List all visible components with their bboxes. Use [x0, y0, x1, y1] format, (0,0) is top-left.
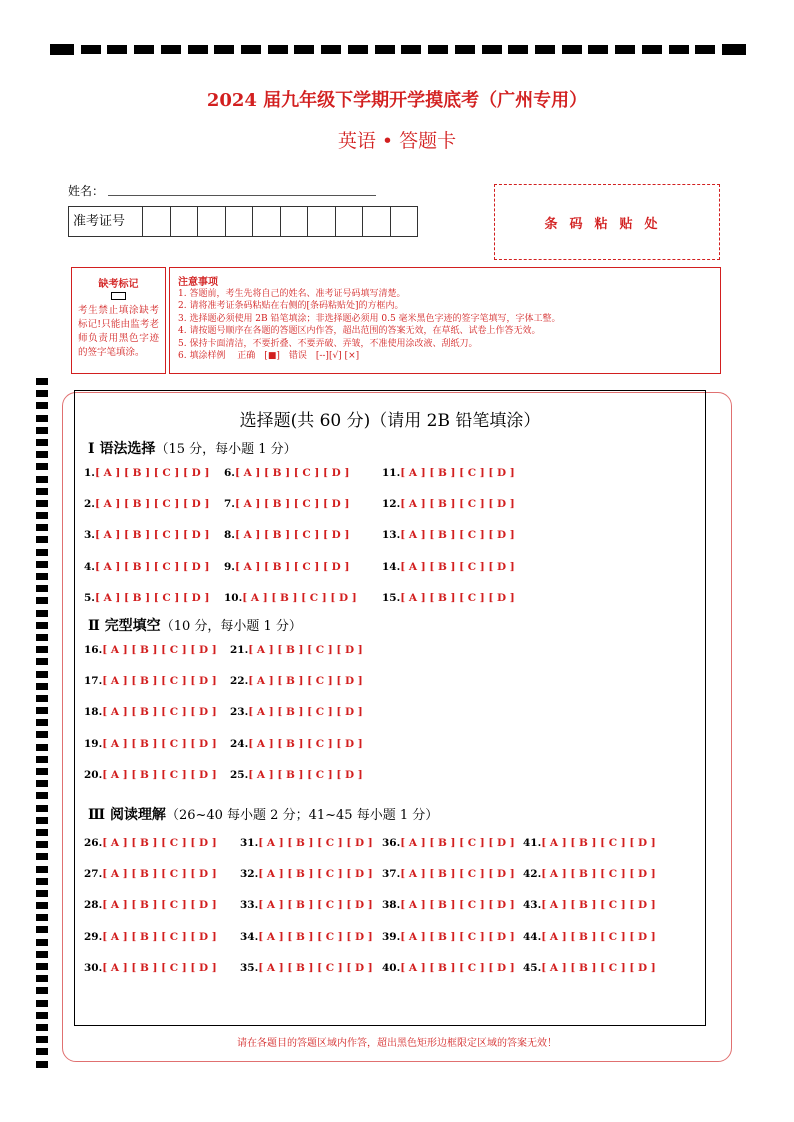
- timing-mark: [669, 45, 689, 54]
- timing-mark: [81, 45, 101, 54]
- timing-mark: [36, 634, 48, 641]
- question-item[interactable]: [382, 561, 515, 573]
- side-timing-marks: [36, 378, 48, 1073]
- timing-mark: [36, 853, 48, 860]
- timing-mark: [36, 829, 48, 836]
- question-number: 28.: [84, 899, 103, 912]
- question-number: 5.: [84, 591, 95, 604]
- question-number: 38.: [382, 899, 401, 912]
- answer-bubbles[interactable]: [ A ] [ B ] [ C ] [ D ]: [102, 837, 217, 849]
- question-item[interactable]: [382, 899, 515, 911]
- question-number: 19.: [84, 737, 103, 750]
- instructions-box: [169, 267, 721, 374]
- question-item[interactable]: [84, 868, 217, 880]
- timing-mark: [36, 402, 48, 409]
- answer-bubbles[interactable]: [ A ] [ B ] [ C ] [ D ]: [400, 930, 515, 943]
- answer-bubbles[interactable]: [ A ] [ B ] [ C ] [ D ]: [102, 868, 217, 881]
- answer-bubbles[interactable]: [ A ] [ B ] [ C ] [ D ]: [102, 768, 217, 781]
- question-item[interactable]: [224, 529, 349, 541]
- question-item[interactable]: [84, 561, 209, 573]
- timing-mark: [401, 45, 421, 54]
- timing-mark: [134, 45, 154, 54]
- answer-bubbles[interactable]: [ A ] [ B ] [ C ] [ D ]: [94, 529, 210, 542]
- answer-bubbles[interactable]: [ A ] [ B ] [ C ] [ D ]: [400, 498, 515, 511]
- answer-bubbles[interactable]: [ A ] [ B ] [ C ] [ D ]: [541, 899, 656, 912]
- question-item[interactable]: [382, 837, 515, 849]
- question-number: 12.: [382, 498, 401, 511]
- question-item[interactable]: [240, 837, 373, 849]
- question-item[interactable]: [240, 899, 373, 911]
- answer-bubbles[interactable]: [ A ] [ B ] [ C ] [ D ]: [258, 930, 373, 943]
- timing-mark: [36, 622, 48, 629]
- exam-number-cell[interactable]: [253, 207, 281, 236]
- question-number: 41.: [523, 837, 542, 849]
- question-item[interactable]: [240, 868, 373, 880]
- timing-mark: [36, 476, 48, 483]
- question-number: 27.: [84, 868, 103, 881]
- timing-mark: [321, 45, 341, 54]
- question-number: 18.: [84, 706, 103, 719]
- answer-bubbles[interactable]: [ A ] [ B ] [ C ] [ D ]: [541, 930, 656, 943]
- answer-bubbles[interactable]: [ A ] [ B ] [ C ] [ D ]: [234, 467, 350, 479]
- timing-mark: [36, 658, 48, 665]
- answer-bubbles[interactable]: [ A ] [ B ] [ C ] [ D ]: [234, 498, 350, 511]
- exam-number-label: 准考证号: [69, 207, 143, 236]
- timing-mark: [36, 780, 48, 787]
- footer-warning: 请在各题目的答题区域内作答，超出黑色矩形边框限定区域的答案无效！: [237, 1038, 557, 1049]
- question-number: 7.: [224, 498, 235, 511]
- timing-mark: [241, 45, 261, 54]
- question-number: 15.: [382, 591, 401, 604]
- answer-bubbles[interactable]: [ A ] [ B ] [ C ] [ D ]: [258, 868, 373, 881]
- question-item[interactable]: [84, 498, 209, 510]
- page-subtitle: 英语 • 答题卡: [337, 130, 457, 152]
- question-item[interactable]: [230, 644, 363, 656]
- name-label: 姓名：: [68, 184, 105, 198]
- question-item[interactable]: [382, 592, 515, 604]
- answer-bubbles[interactable]: [ A ] [ B ] [ C ] [ D ]: [400, 868, 515, 881]
- part-numeral: Ⅲ: [88, 807, 110, 823]
- barcode-label: 条码粘贴处: [544, 216, 670, 232]
- exam-number-cell[interactable]: [198, 207, 226, 236]
- absent-heading: 缺考标记: [98, 279, 139, 290]
- answer-bubbles[interactable]: [ A ] [ B ] [ C ] [ D ]: [248, 706, 363, 719]
- question-number: 6.: [224, 467, 235, 479]
- part-title: 语法选择: [99, 441, 156, 457]
- absent-text: 考生禁止填涂缺考标记!只能由监考老师负责用黑色字迹的签字笔填涂。: [78, 305, 159, 358]
- timing-mark: [214, 45, 234, 54]
- exam-number-field[interactable]: [68, 206, 418, 237]
- question-item[interactable]: [382, 868, 515, 880]
- question-item[interactable]: [84, 644, 217, 656]
- timing-mark: [36, 987, 48, 994]
- timing-mark: [36, 963, 48, 970]
- part-note: （26~40 每小题 2 分；41~45 每小题 1 分）: [165, 808, 439, 823]
- question-item[interactable]: [230, 738, 363, 750]
- timing-mark: [695, 45, 715, 54]
- timing-mark: [36, 378, 48, 385]
- question-number: 44.: [523, 930, 542, 943]
- timing-mark: [36, 902, 48, 909]
- question-item[interactable]: [523, 899, 656, 911]
- timing-mark: [36, 805, 48, 812]
- timing-mark: [36, 561, 48, 568]
- answer-bubbles[interactable]: [ A ] [ B ] [ C ] [ D ]: [258, 837, 373, 849]
- answer-bubbles[interactable]: [ A ] [ B ] [ C ] [ D ]: [102, 961, 217, 974]
- question-item[interactable]: [84, 738, 217, 750]
- question-item[interactable]: [230, 706, 363, 718]
- question-item[interactable]: [382, 529, 515, 541]
- question-number: 21.: [230, 644, 249, 656]
- question-number: 14.: [382, 560, 401, 573]
- question-number: 17.: [84, 675, 103, 688]
- absent-mark-box: [71, 267, 166, 374]
- answer-bubbles[interactable]: [ A ] [ B ] [ C ] [ D ]: [400, 529, 515, 542]
- question-item[interactable]: [84, 962, 217, 974]
- timing-mark: [36, 817, 48, 824]
- timing-mark: [508, 45, 528, 54]
- question-item[interactable]: [84, 931, 217, 943]
- timing-mark: [36, 512, 48, 519]
- timing-mark: [36, 744, 48, 751]
- question-number: 26.: [84, 837, 103, 849]
- timing-mark: [36, 731, 48, 738]
- absent-mark-checkbox[interactable]: [111, 292, 126, 300]
- answer-bubbles[interactable]: [ A ] [ B ] [ C ] [ D ]: [102, 930, 217, 943]
- timing-mark: [36, 500, 48, 507]
- question-item[interactable]: [84, 675, 217, 687]
- question-number: 31.: [240, 837, 259, 849]
- question-number: 9.: [224, 560, 235, 573]
- timing-mark: [36, 439, 48, 446]
- answer-bubbles[interactable]: [ A ] [ B ] [ C ] [ D ]: [400, 560, 515, 573]
- timing-mark: [36, 878, 48, 885]
- answer-bubbles[interactable]: [ A ] [ B ] [ C ] [ D ]: [541, 868, 656, 881]
- answer-bubbles[interactable]: [ A ] [ B ] [ C ] [ D ]: [248, 675, 363, 688]
- question-number: 43.: [523, 899, 542, 912]
- timing-mark: [588, 45, 608, 54]
- answer-bubbles[interactable]: [ A ] [ B ] [ C ] [ D ]: [258, 961, 373, 974]
- instruction-item: 1. 答题前，考生先将自己的姓名、准考证号码填写清楚。: [178, 289, 406, 299]
- question-item[interactable]: [240, 962, 373, 974]
- timing-mark: [294, 45, 314, 54]
- name-field[interactable]: [108, 195, 376, 196]
- timing-mark: [36, 1012, 48, 1019]
- timing-mark: [36, 415, 48, 422]
- answer-bubbles[interactable]: [ A ] [ B ] [ C ] [ D ]: [248, 737, 363, 750]
- question-number: 1.: [84, 467, 95, 479]
- timing-mark: [722, 44, 746, 55]
- timing-mark: [36, 768, 48, 775]
- page-title: 2024 届九年级下学期开学摸底考（广州专用）: [206, 90, 588, 111]
- answer-bubbles[interactable]: [ A ] [ B ] [ C ] [ D ]: [94, 560, 210, 573]
- question-number: 29.: [84, 930, 103, 943]
- question-item[interactable]: [224, 498, 349, 510]
- timing-mark: [36, 939, 48, 946]
- question-item[interactable]: [84, 706, 217, 718]
- timing-mark: [348, 45, 368, 54]
- timing-mark: [36, 585, 48, 592]
- answer-bubbles[interactable]: [ A ] [ B ] [ C ] [ D ]: [94, 591, 210, 604]
- part-numeral: Ⅰ: [88, 441, 100, 457]
- question-item[interactable]: [382, 498, 515, 510]
- answer-bubbles[interactable]: [ A ] [ B ] [ C ] [ D ]: [102, 737, 217, 750]
- answer-bubbles[interactable]: [ A ] [ B ] [ C ] [ D ]: [94, 467, 210, 479]
- timing-mark: [36, 890, 48, 897]
- answer-bubbles[interactable]: [ A ] [ B ] [ C ] [ D ]: [234, 529, 350, 542]
- timing-mark: [36, 707, 48, 714]
- answer-bubbles[interactable]: [ A ] [ B ] [ C ] [ D ]: [248, 768, 363, 781]
- answer-bubbles[interactable]: [ A ] [ B ] [ C ] [ D ]: [102, 706, 217, 719]
- question-number: 24.: [230, 737, 249, 750]
- question-item[interactable]: [240, 931, 373, 943]
- question-item[interactable]: [230, 675, 363, 687]
- timing-mark: [615, 45, 635, 54]
- part-title: 完型填空: [104, 618, 161, 634]
- answer-bubbles[interactable]: [ A ] [ B ] [ C ] [ D ]: [258, 899, 373, 912]
- part-note: （10 分，每小题 1 分）: [160, 619, 302, 634]
- question-item[interactable]: [382, 467, 515, 479]
- answer-bubbles[interactable]: [ A ] [ B ] [ C ] [ D ]: [242, 591, 357, 604]
- part-note: （15 分，每小题 1 分）: [155, 442, 297, 457]
- answer-bubbles[interactable]: [ A ] [ B ] [ C ] [ D ]: [94, 498, 210, 511]
- answer-bubbles[interactable]: [ A ] [ B ] [ C ] [ D ]: [400, 837, 515, 849]
- question-number: 10.: [224, 591, 243, 604]
- timing-mark: [36, 926, 48, 933]
- timing-mark: [36, 1000, 48, 1007]
- timing-mark: [36, 866, 48, 873]
- question-number: 30.: [84, 961, 103, 974]
- timing-mark: [188, 45, 208, 54]
- question-item[interactable]: [84, 899, 217, 911]
- question-number: 22.: [230, 675, 249, 688]
- timing-mark: [268, 45, 288, 54]
- timing-mark: [36, 1048, 48, 1055]
- timing-mark: [36, 573, 48, 580]
- answer-bubbles[interactable]: [ A ] [ B ] [ C ] [ D ]: [102, 644, 217, 656]
- timing-mark: [36, 463, 48, 470]
- question-number: 39.: [382, 930, 401, 943]
- question-number: 42.: [523, 868, 542, 881]
- timing-mark: [36, 671, 48, 678]
- part-numeral: Ⅱ: [88, 618, 105, 634]
- exam-number-cell[interactable]: [171, 207, 199, 236]
- question-number: 37.: [382, 868, 401, 881]
- question-number: 4.: [84, 560, 95, 573]
- exam-number-cell[interactable]: [281, 207, 309, 236]
- question-item[interactable]: [523, 868, 656, 880]
- timing-mark: [36, 597, 48, 604]
- instruction-item: 4. 请按题号顺序在各题的答题区内作答，超出范围的答案无效，在草纸、试卷上作答无效。: [178, 326, 541, 337]
- exam-number-cell[interactable]: [308, 207, 336, 236]
- question-number: 13.: [382, 529, 401, 542]
- answer-bubbles[interactable]: [ A ] [ B ] [ C ] [ D ]: [400, 899, 515, 912]
- answer-bubbles[interactable]: [ A ] [ B ] [ C ] [ D ]: [234, 560, 350, 573]
- question-number: 8.: [224, 529, 235, 542]
- timing-mark: [36, 951, 48, 958]
- answer-bubbles[interactable]: [ A ] [ B ] [ C ] [ D ]: [541, 837, 656, 849]
- instructions-heading: 注意事项: [178, 277, 218, 288]
- question-item[interactable]: [382, 962, 515, 974]
- answer-bubbles[interactable]: [ A ] [ B ] [ C ] [ D ]: [400, 961, 515, 974]
- question-item[interactable]: [84, 837, 217, 849]
- question-item[interactable]: [224, 467, 349, 479]
- answer-bubbles[interactable]: [ A ] [ B ] [ C ] [ D ]: [102, 675, 217, 688]
- question-item[interactable]: [84, 592, 209, 604]
- timing-mark: [36, 841, 48, 848]
- timing-mark: [36, 549, 48, 556]
- instruction-item: 2. 请将准考证条码粘贴在右侧的[条码粘贴处]的方框内。: [178, 301, 404, 312]
- answer-bubbles[interactable]: [ A ] [ B ] [ C ] [ D ]: [400, 591, 515, 604]
- timing-mark: [161, 45, 181, 54]
- timing-mark: [36, 1024, 48, 1031]
- question-number: 35.: [240, 961, 259, 974]
- timing-mark: [36, 719, 48, 726]
- timing-mark: [36, 792, 48, 799]
- timing-mark: [36, 914, 48, 921]
- answer-bubbles[interactable]: [ A ] [ B ] [ C ] [ D ]: [102, 899, 217, 912]
- timing-mark: [482, 45, 502, 54]
- exam-number-cell[interactable]: [336, 207, 364, 236]
- question-item[interactable]: [84, 769, 217, 781]
- timing-mark: [36, 451, 48, 458]
- timing-mark: [36, 756, 48, 763]
- question-number: 16.: [84, 644, 103, 656]
- timing-mark: [642, 45, 662, 54]
- timing-mark: [36, 683, 48, 690]
- answer-bubbles[interactable]: [ A ] [ B ] [ C ] [ D ]: [541, 961, 656, 974]
- timing-mark: [375, 45, 395, 54]
- timing-mark: [562, 45, 582, 54]
- question-number: 11.: [382, 467, 401, 479]
- timing-mark: [36, 488, 48, 495]
- question-number: 20.: [84, 768, 103, 781]
- question-number: 23.: [230, 706, 249, 719]
- question-item[interactable]: [224, 561, 349, 573]
- exam-number-cell[interactable]: [363, 207, 391, 236]
- timing-mark: [36, 536, 48, 543]
- timing-mark: [428, 45, 448, 54]
- question-item[interactable]: [523, 962, 656, 974]
- timing-mark: [36, 975, 48, 982]
- timing-mark: [107, 45, 127, 54]
- timing-mark: [36, 646, 48, 653]
- top-timing-marks: [50, 44, 746, 54]
- question-number: 2.: [84, 498, 95, 511]
- timing-mark: [455, 45, 475, 54]
- question-item[interactable]: [382, 931, 515, 943]
- question-number: 40.: [382, 961, 401, 974]
- question-number: 3.: [84, 529, 95, 542]
- exam-number-cell[interactable]: [143, 207, 171, 236]
- question-item[interactable]: [523, 931, 656, 943]
- timing-mark: [36, 427, 48, 434]
- timing-mark: [36, 695, 48, 702]
- timing-mark: [535, 45, 555, 54]
- question-item[interactable]: [230, 769, 363, 781]
- answer-bubbles[interactable]: [ A ] [ B ] [ C ] [ D ]: [248, 644, 363, 656]
- question-item[interactable]: [523, 837, 656, 849]
- section-heading: 选择题(共 60 分)（请用 2B 铅笔填涂）: [239, 411, 541, 431]
- timing-mark: [36, 1061, 48, 1068]
- instruction-item: 5. 保持卡面清洁，不要折叠、不要弄破、弄皱，不准使用涂改液、刮纸刀。: [178, 338, 478, 349]
- question-item[interactable]: [84, 529, 209, 541]
- exam-number-cell[interactable]: [226, 207, 254, 236]
- instruction-item: 6. 填涂样例 正确 [■] 错误 [--][√] [×]: [178, 351, 360, 362]
- barcode-area: [494, 184, 720, 260]
- part-heading: [88, 438, 297, 458]
- part-title: 阅读理解: [109, 807, 166, 823]
- question-number: 25.: [230, 768, 249, 781]
- part-heading: [88, 804, 438, 824]
- timing-mark: [36, 390, 48, 397]
- instruction-item: 3. 选择题必须使用 2B 铅笔填涂；非选择题必须用 0.5 毫米黑色字迹的签字笔填写，字体工整。: [178, 313, 561, 324]
- timing-mark: [36, 610, 48, 617]
- question-item[interactable]: [84, 467, 209, 479]
- question-item[interactable]: [224, 592, 357, 604]
- answer-bubbles[interactable]: [ A ] [ B ] [ C ] [ D ]: [400, 467, 515, 479]
- question-number: 34.: [240, 930, 259, 943]
- question-number: 32.: [240, 868, 259, 881]
- question-number: 33.: [240, 899, 259, 912]
- question-number: 45.: [523, 961, 542, 974]
- exam-number-cell[interactable]: [391, 207, 418, 236]
- timing-mark: [36, 524, 48, 531]
- part-heading: [88, 615, 302, 635]
- question-number: 36.: [382, 837, 401, 849]
- timing-mark: [50, 44, 74, 55]
